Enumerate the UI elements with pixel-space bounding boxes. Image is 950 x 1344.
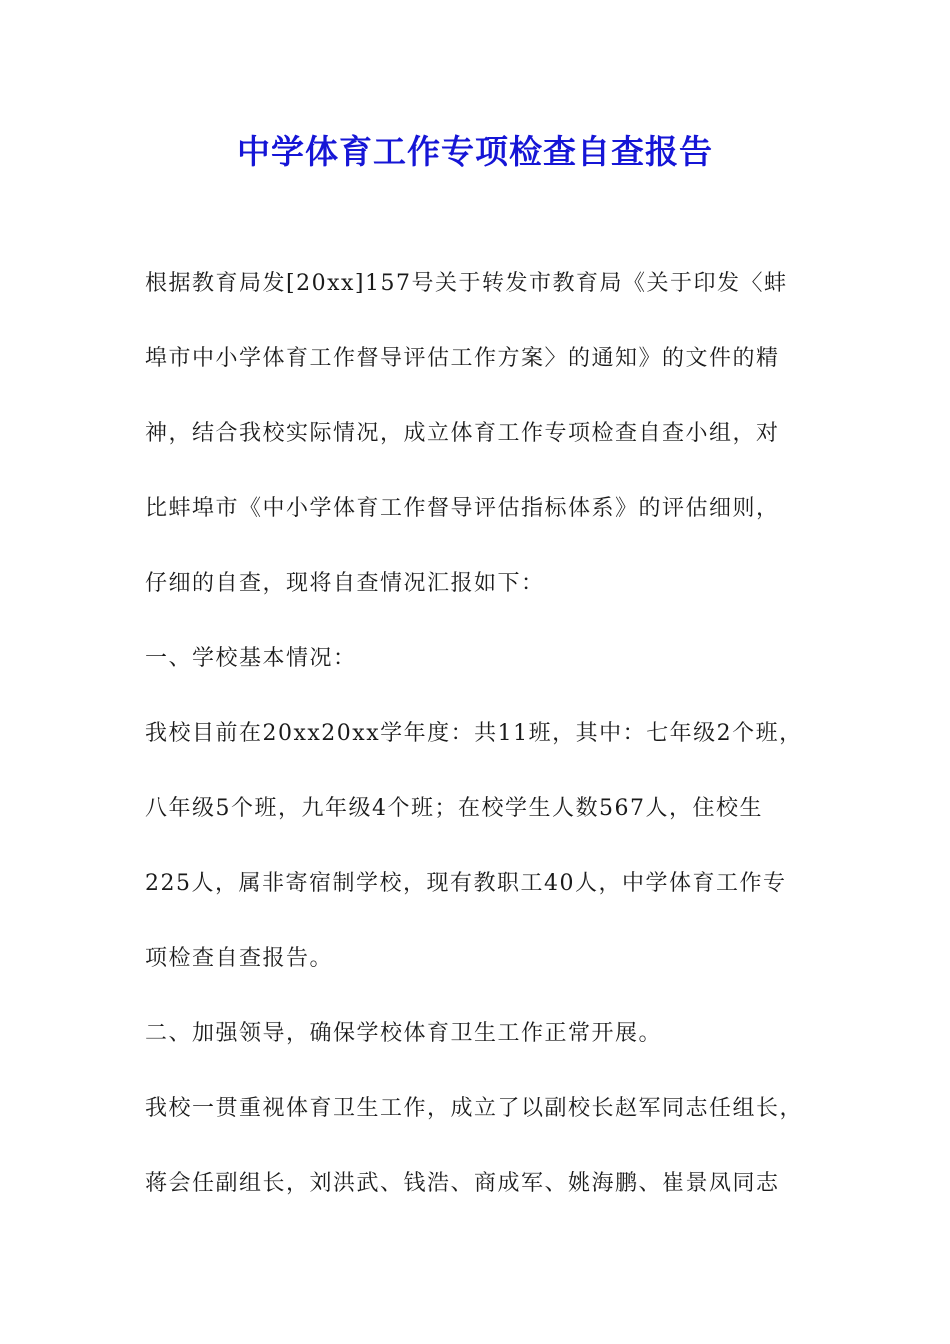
body-line: 根据教育局发[20xx]157号关于转发市教育局《关于印发〈蚌 xyxy=(145,271,788,296)
body-line: 比蚌埠市《中小学体育工作督导评估指标体系》的评估细则， xyxy=(145,496,780,521)
body-line: 蒋会任副组长，刘洪武、钱浩、商成军、姚海鹏、崔景凤同志 xyxy=(145,1171,780,1196)
section-heading: 二、加强领导，确保学校体育卫生工作正常开展。 xyxy=(145,1021,663,1046)
body-line: 八年级5个班，九年级4个班；在校学生人数567人，住校生 xyxy=(145,796,763,821)
body-line: 埠市中小学体育工作督导评估工作方案〉的通知》的文件的精 xyxy=(145,346,780,371)
body-line: 我校一贯重视体育卫生工作，成立了以副校长赵军同志任组长， xyxy=(145,1096,804,1121)
body-line: 我校目前在20xx20xx学年度：共11班，其中：七年级2个班， xyxy=(145,721,803,746)
body-line: 神，结合我校实际情况，成立体育工作专项检查自查小组，对 xyxy=(145,421,780,446)
body-line: 225人，属非寄宿制学校，现有教职工40人，中学体育工作专 xyxy=(145,871,787,896)
body-line: 仔细的自查，现将自查情况汇报如下： xyxy=(145,571,545,596)
body-line: 项检查自查报告。 xyxy=(145,946,334,971)
section-heading: 一、学校基本情况： xyxy=(145,646,357,671)
document-title: 中学体育工作专项检查自查报告 xyxy=(237,132,713,171)
